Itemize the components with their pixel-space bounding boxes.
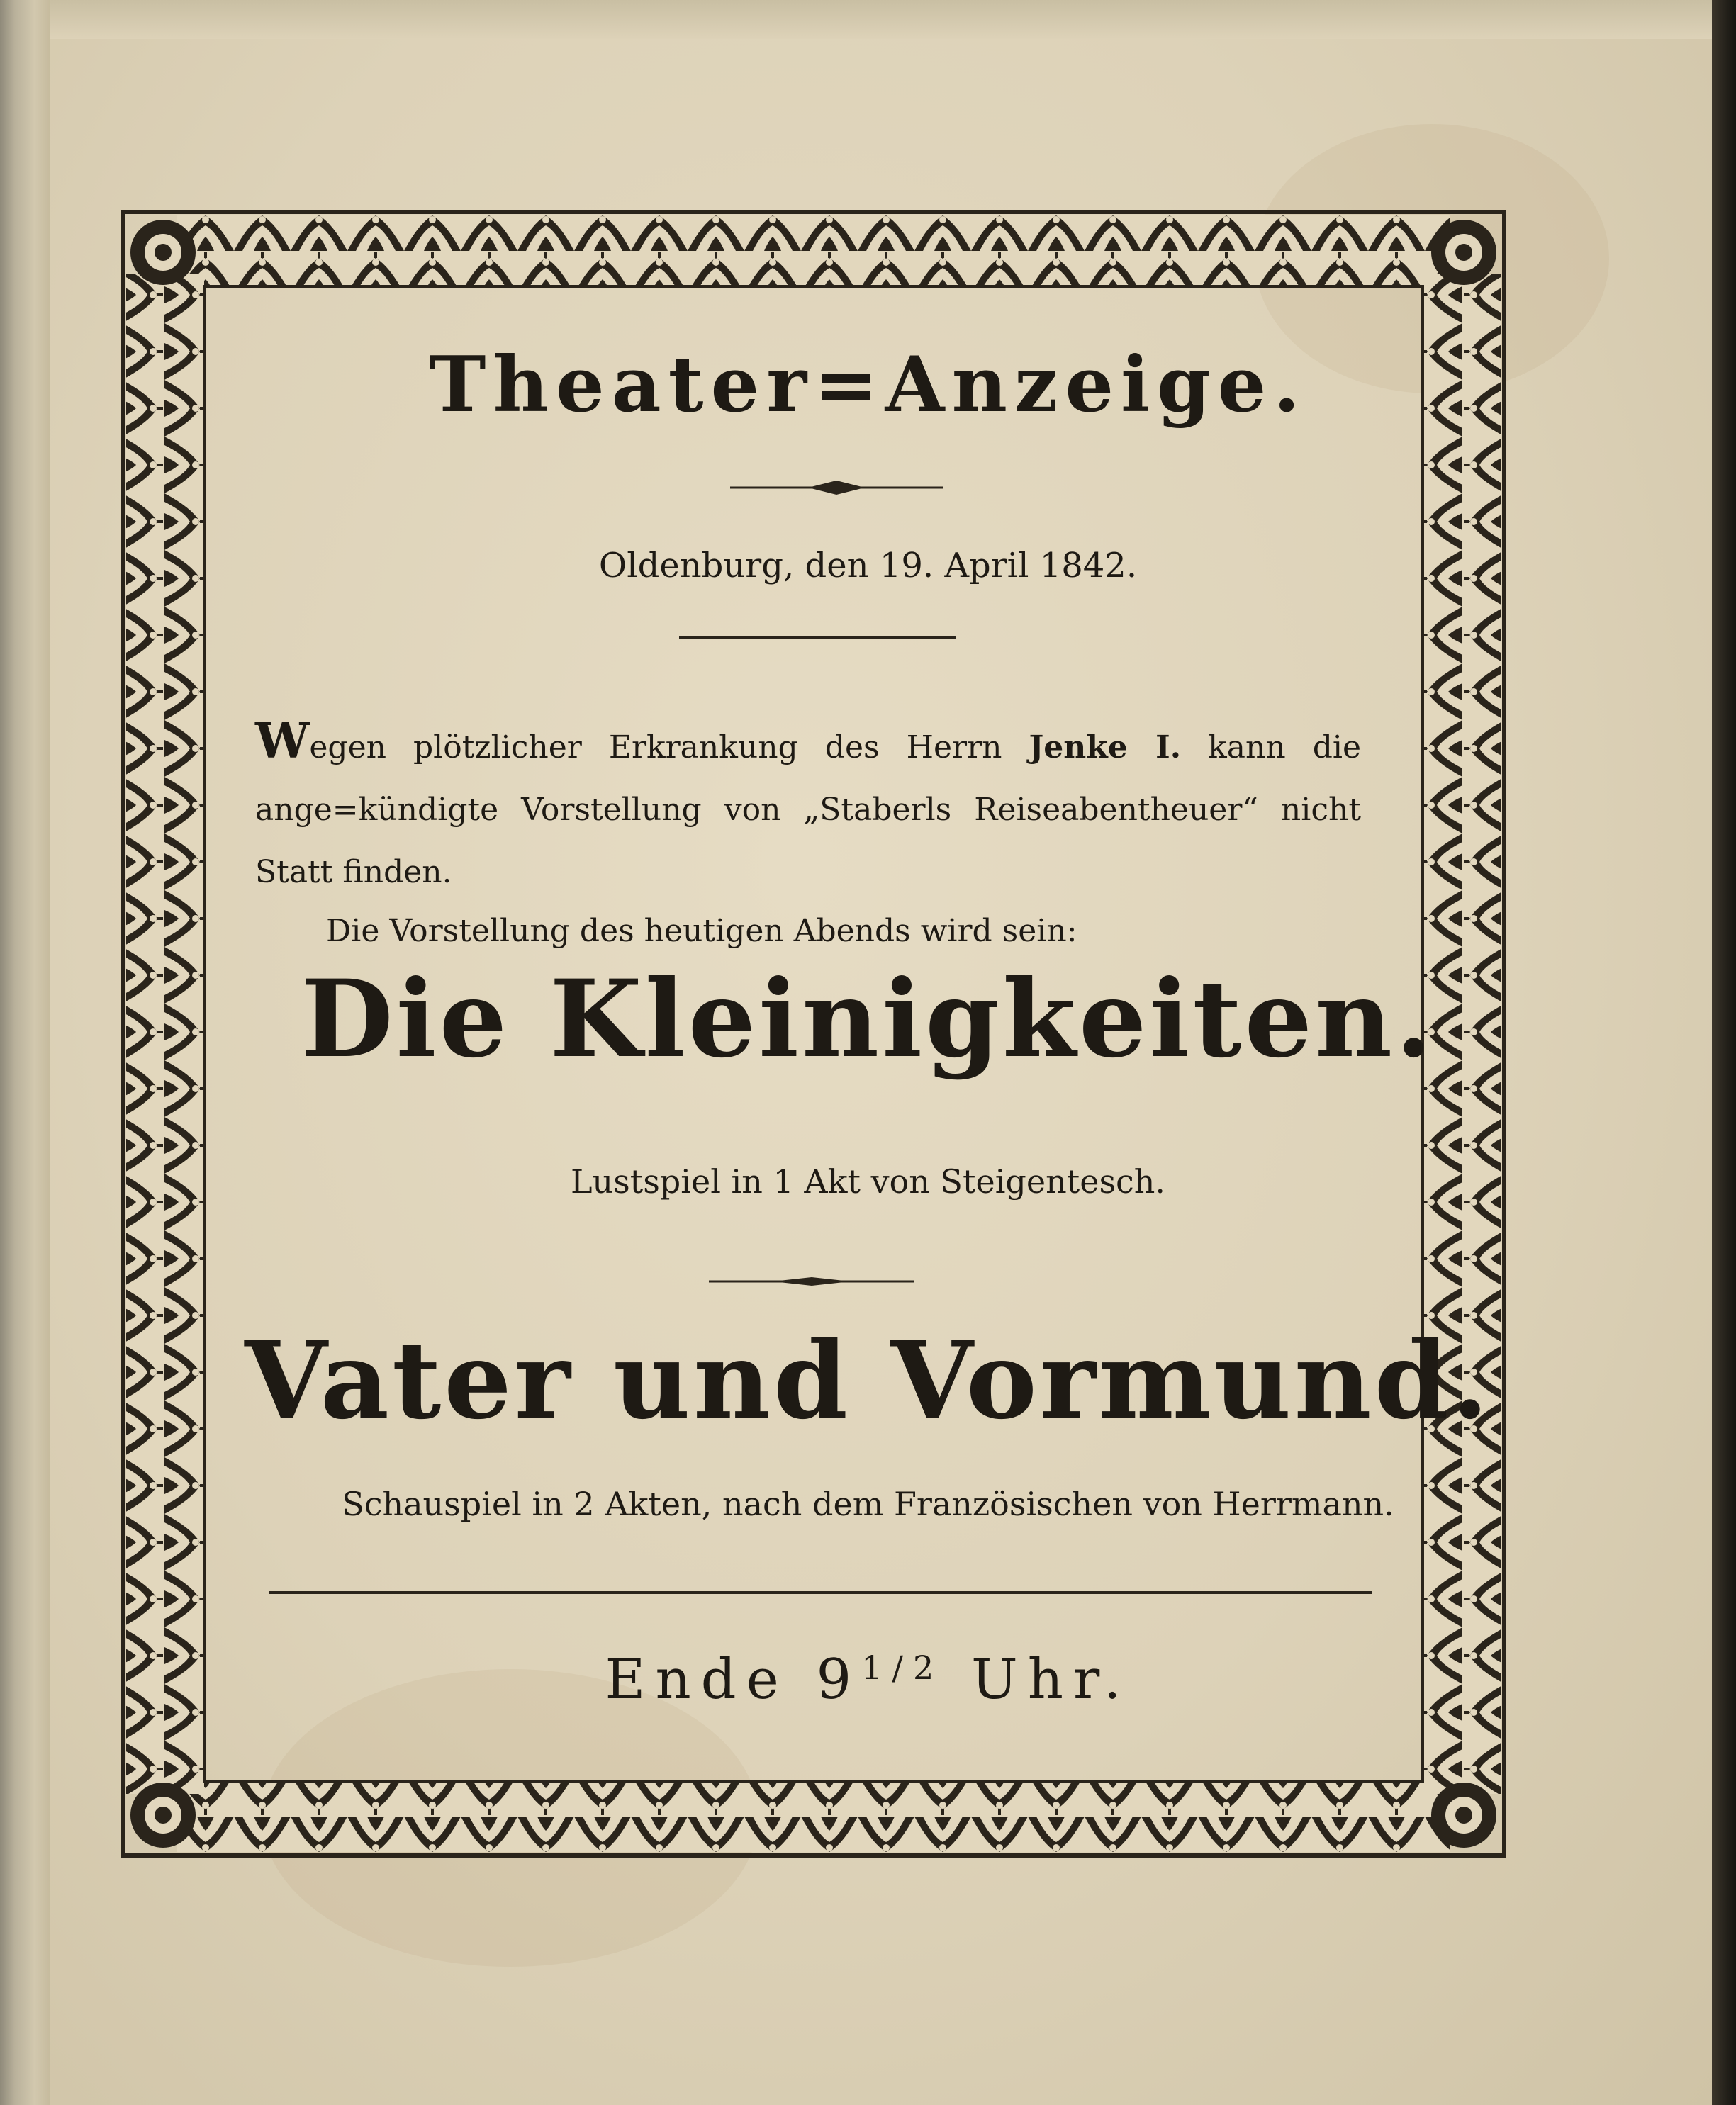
place-date: Oldenburg, den 19. April 1842. [598,546,1138,585]
evening-intro: Die Vorstellung des heutigen Abends wird sein: [326,913,1077,949]
end-prefix: Ende 9 [605,1648,862,1712]
play-subtitle-1: Lustspiel in 1 Akt von Steigentesch. [570,1162,1166,1201]
divider-ornament-icon [730,479,943,496]
end-fraction: 1/2 [861,1649,944,1687]
notice-text-a: egen plötzlicher Erkrankung des Herrn [309,729,1029,765]
divider-ornament-icon [709,1276,914,1287]
divider-line [679,636,956,639]
cancellation-notice [255,710,1361,904]
end-suffix: Uhr. [943,1648,1131,1712]
page-title: Theater=Anzeige. [429,340,1307,430]
drop-initial: W [255,713,310,770]
play-title-2: Vater und Vormund. [245,1318,1491,1443]
divider-line [269,1591,1372,1594]
play-title-1: Die Kleinigkeiten. [301,957,1435,1082]
play-subtitle-2: Schauspiel in 2 Akten, nach dem Französischen von Herrmann. [342,1485,1394,1523]
actor-name: Jenke I. [1029,729,1182,765]
end-time [0,1648,1736,1712]
notice-text-b: kann die ange=kündigte Vorstellung von „Staberls Reiseabentheuer“ nicht Statt finden. [255,729,1361,890]
